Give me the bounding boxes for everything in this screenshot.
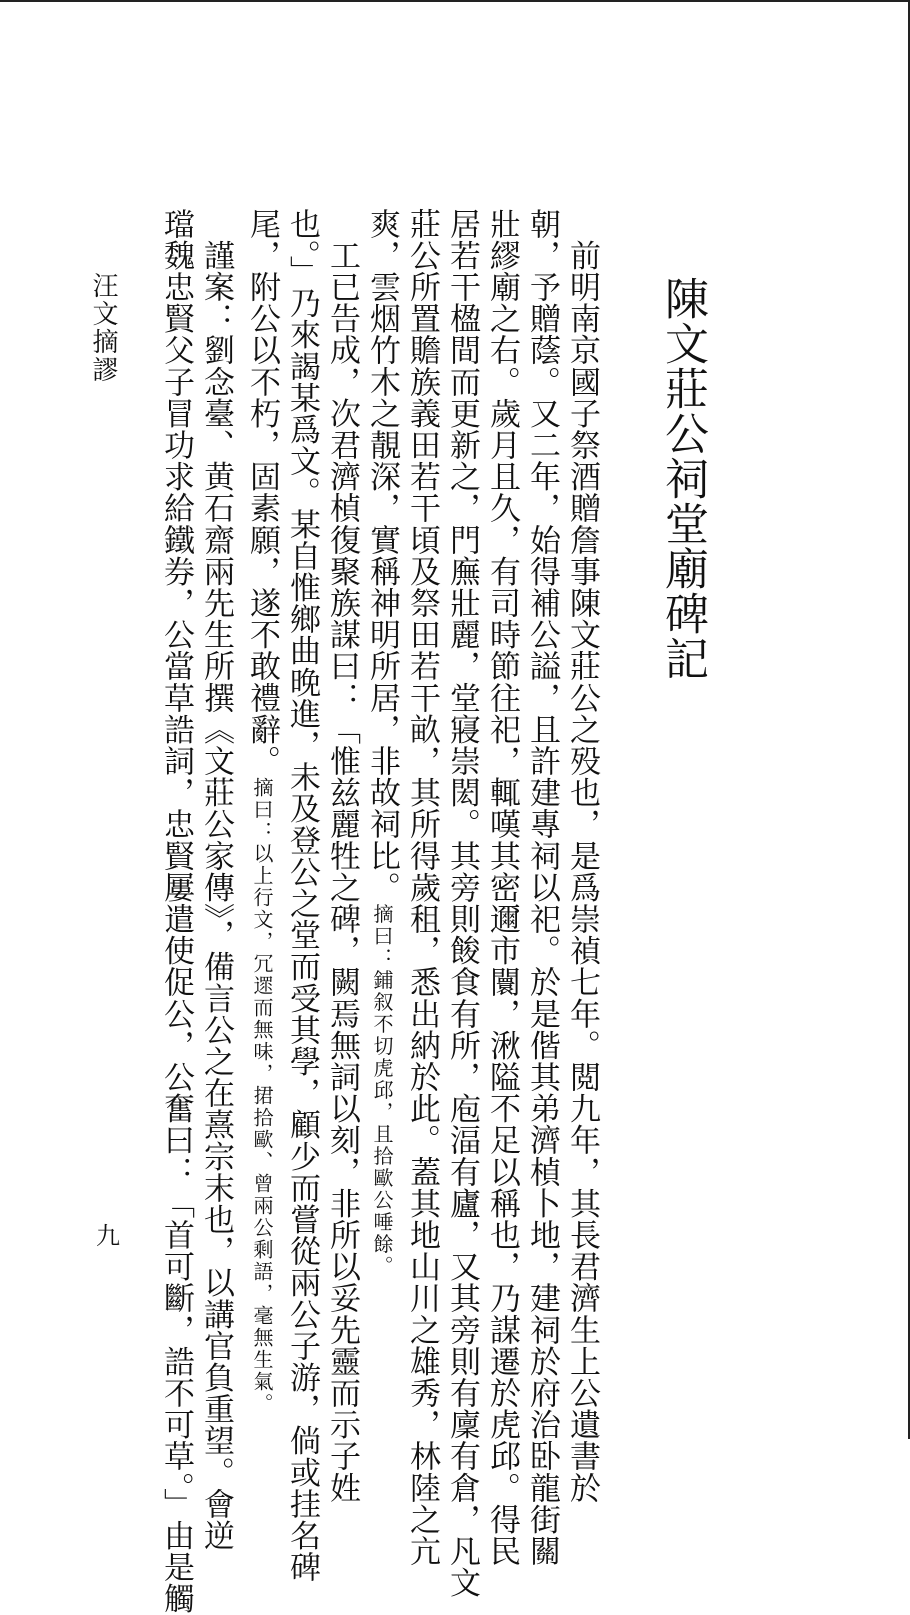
column-text: 壯繆廟之右。歲月且久，有司時節往祀，輒嘆其密邇市闤，湫隘不足以稱也，乃謀遷於虎邱。得民	[484, 208, 520, 1567]
column-text: 也。」乃來謁某爲文。某自惟鄉曲晚進，未及登公之堂而受其學，顧少而嘗從兩公子游，倘或挂名碑	[284, 208, 320, 1583]
text-column	[158, 208, 194, 1615]
text-column	[564, 208, 600, 1504]
column-text: 前明南京國子祭酒贈詹事陳文莊公之殁也，是爲崇禎七年。閲九年，其長君濟生上公遺書於	[564, 208, 600, 1504]
article-title: 陳文莊公祠堂廟碑記	[657, 276, 708, 681]
text-column	[404, 208, 440, 1567]
running-head: 汪文摘謬	[88, 272, 118, 384]
text-column	[444, 208, 480, 1599]
column-text: 璫魏忠賢父子冒功求給鐵券，公當草誥詞，忠賢屢遣使促公，公奮曰：「首可斷，誥不可草。」由是觸	[158, 208, 194, 1615]
column-note: 摘曰：以上行文，冗遝而無味，捃拾歐、曾兩公剩語，毫無生氣。	[250, 776, 274, 1415]
column-text: 居若干楹間而更新之，門廡壯麗，堂寢崇閎。其旁則餕食有所，庖湢有廬，又其旁則有廩有倉，凡文	[444, 208, 480, 1599]
text-column	[198, 208, 234, 1552]
page-top-border	[0, 0, 910, 2]
column-text: 工已告成，次君濟楨復聚族謀曰：「惟兹麗牲之碑，闕焉無詞以刻，非所以妥先靈而示子姓	[324, 208, 360, 1504]
text-column	[244, 208, 280, 1415]
text-column	[524, 208, 560, 1567]
column-text: 爽，雲烟竹木之靚深，實稱神明所居，非故祠比。	[364, 208, 400, 904]
page-number: 九	[96, 1222, 120, 1250]
column-text: 尾，附公以不朽，固素願，遂不敢禮辭。	[244, 208, 280, 777]
column-text: 莊公所置贍族義田若干頃及祭田若干畝，其所得歲租，悉出納於此。蓋其地山川之雄秀，林陸之亢	[404, 208, 440, 1567]
column-text: 謹案：劉念臺、黄石齋兩先生所撰《文莊公家傳》，備言公之在熹宗末也，以講官負重望。會逆	[198, 208, 234, 1552]
text-column	[284, 208, 320, 1583]
text-column	[324, 208, 360, 1504]
text-column	[484, 208, 520, 1567]
column-note: 摘曰：鋪叙不切虎邱，且拾歐公唾餘。	[370, 903, 394, 1278]
text-column	[364, 208, 400, 1278]
column-text: 朝，予贈蔭。又二年，始得補公謚，且許建專祠以祀。於是偕其弟濟楨卜地，建祠於府治卧龍街關	[524, 208, 560, 1567]
